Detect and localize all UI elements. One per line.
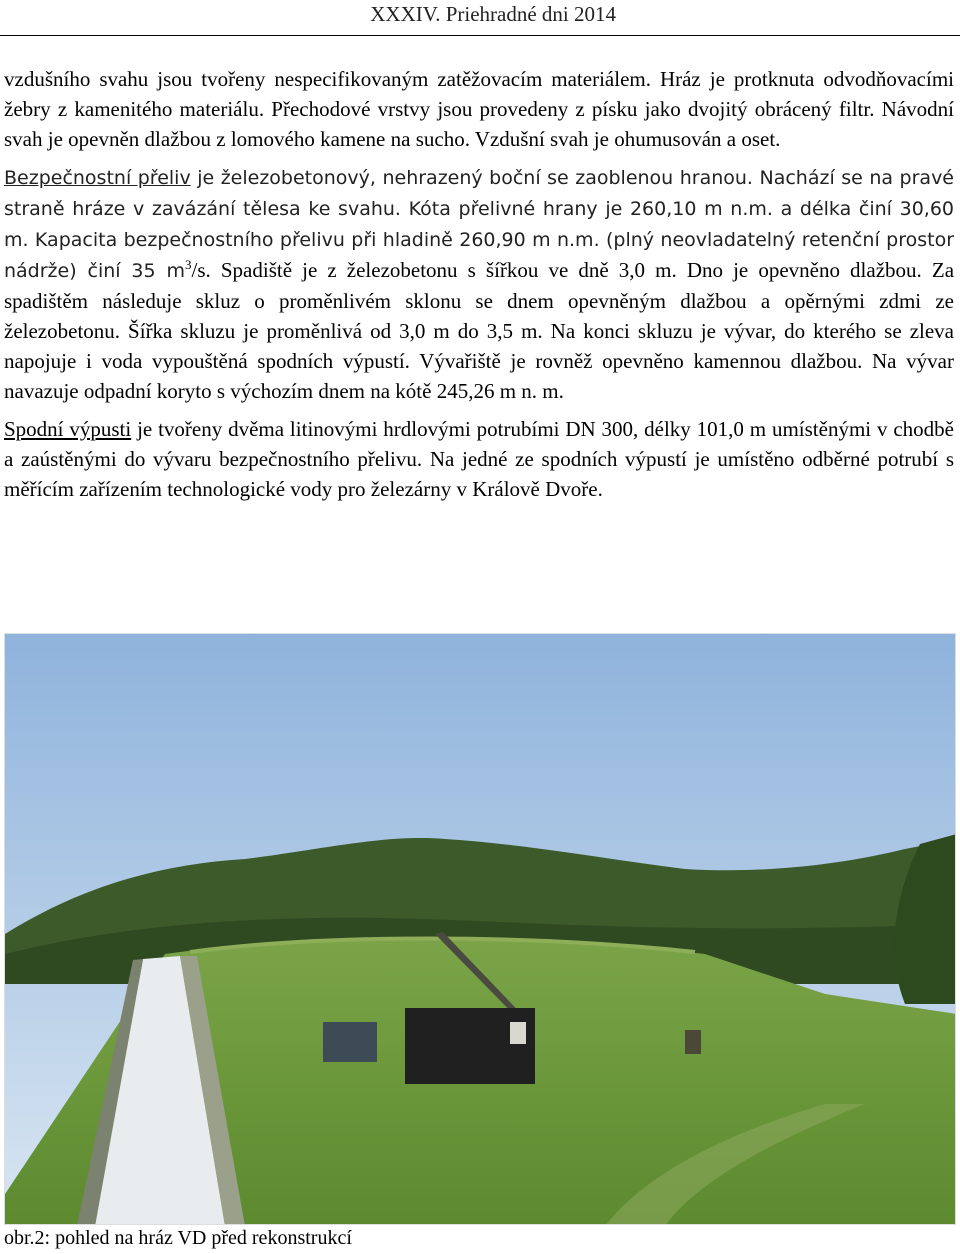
- paragraph-text-sans: je železobetonový, nehrazený boční se zaoblenou hranou. Nachází se na pravé straně hráze v zavázání tělesa ke svahu. Kóta přelivné hrany je 260,10 m n.m. a délka činí 30,60 m. Kapacita bezpečnostního přelivu při hladině 260,90 m n.m. (plný neovladatelný retenční prostor nádrže) činí 35 m: [4, 167, 954, 282]
- dam-photo: [4, 633, 956, 1225]
- dam-photo-illustration: [5, 634, 956, 1225]
- page-header: [0, 0, 960, 36]
- figure-caption: obr.2: pohled na hráz VD před rekonstrukcí: [4, 1227, 352, 1249]
- paragraph-text: /s. Spadiště je z železobetonu s šířkou ve dně 3,0 m. Dno je opevněno dlažbou. Za spadištěm následuje skluz o proměnlivém sklonu se dnem opevněným dlažbou a opěrnými zdmi ze železobetonu. Šířka skluzu je proměnlivá od 3,0 m do 3,5 m. Na konci skluzu je vývar, do kterého se zleva napojuje i voda vypouštěná spodních výpustí. Vývařiště je rovněž opevněno kamennou dlažbou. Na vývar navazuje odpadní koryto s výchozím dnem na kótě 245,26 m n. m.: [4, 258, 955, 403]
- paragraph-dam-slopes: [4, 64, 954, 154]
- term-outlets: Spodní výpusti: [4, 417, 132, 441]
- term-spillway: Bezpečnostní přeliv: [4, 167, 191, 189]
- paragraph-text: je tvořeny dvěma litinovými hrdlovými potrubími DN 300, délky 101,0 m umístěnými v chodbě a zaústěnými do vývaru bezpečnostního přelivu. Na jedné ze spodních výpustí je umístěno odběrné potrubí s měřícím zařízením technologické vody pro železárny v Králově Dvoře.: [4, 417, 954, 501]
- hut-small: [323, 1022, 377, 1062]
- paragraph-spillway: [4, 162, 954, 406]
- header-title: XXXIV. Priehradné dni 2014: [370, 2, 616, 26]
- post: [685, 1030, 701, 1054]
- hut-window: [510, 1022, 526, 1044]
- paragraph-text: vzdušního svahu jsou tvořeny nespecifikovaným zatěžovacím materiálem. Hráz je protknuta odvodňovacími žebry z kamenitého materiálu. Přechodové vrstvy jsou provedeny z písku jako dvojitý obrácený filtr. Návodní svah je opevněn dlažbou z lomového kamene na sucho. Vzdušní svah je ohumusován a oset.: [4, 67, 954, 151]
- paragraph-outlets: [4, 414, 954, 504]
- document-body: [4, 64, 954, 512]
- hut-large: [405, 1008, 535, 1084]
- superscript: 3: [185, 257, 192, 272]
